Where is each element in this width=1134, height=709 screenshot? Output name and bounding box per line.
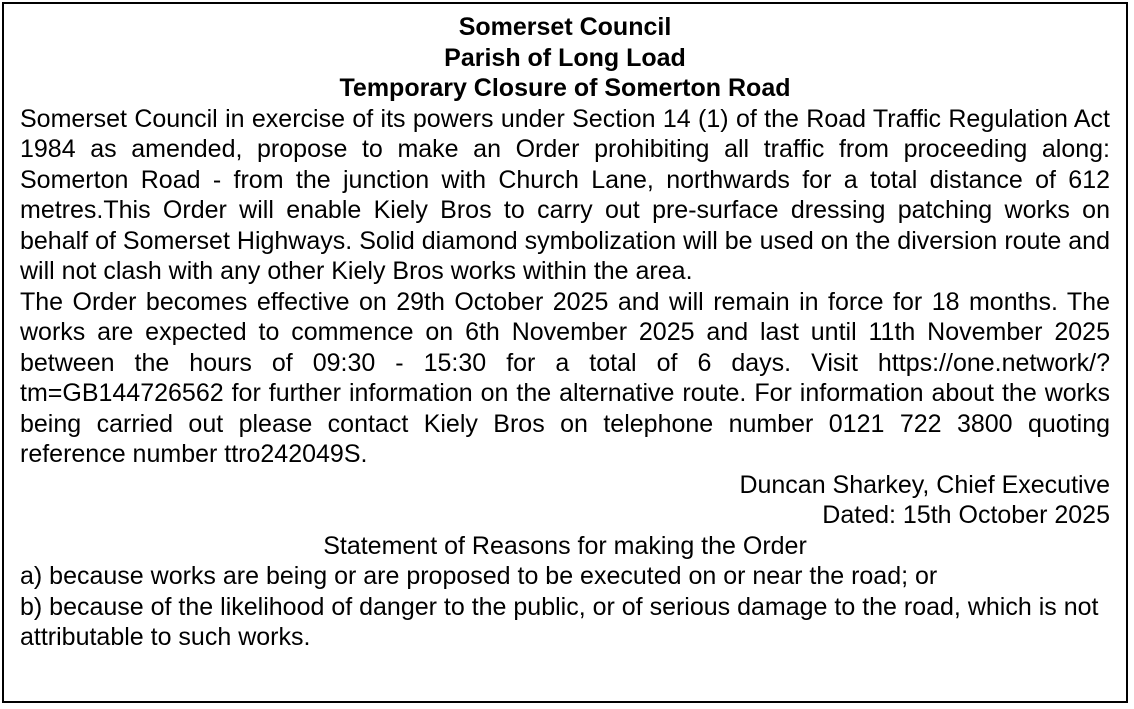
notice-heading-parish: Parish of Long Load	[444, 43, 686, 72]
public-notice	[2, 2, 1128, 703]
notice-paragraph-effective-dates: The Order becomes effective on 29th October 2025 and will remain in force for 18 months. The works are expected to commence on 6th November 2025 and last until 11th November 2025 between the hours of 09:30 - 15:30 for a total of 6 days. Visit https://one.network/?tm=GB144726562 for further information on the alternative route. For information about the works being carried out please contact Kiely Bros on telephone number 0121 722 3800 quoting reference number ttro242049S.	[20, 287, 1110, 468]
reason-b: b) because of the likelihood of danger to the public, or of serious damage to the road, which is not attributable to such works.	[20, 592, 1099, 651]
reason-a: a) because works are being or are proposed to be executed on or near the road; or	[20, 562, 938, 590]
notice-heading-title: Temporary Closure of Somerton Road	[339, 74, 791, 102]
reasons-heading: Statement of Reasons for making the Order	[323, 531, 807, 560]
notice-heading-council: Somerset Council	[458, 13, 672, 41]
dated-line: Dated: 15th October 2025	[822, 501, 1110, 529]
notice-paragraph-order-proposal: Somerset Council in exercise of its powers under Section 14 (1) of the Road Traffic Regulation Act 1984 as amended, propose to make an Order prohibiting all traffic from proceeding along: Somerton Road - from the junction with Church Lane, northwards for a total distance of 612 metres.This Order will enable Kiely Bros to carry out pre-surface dressing patching works on behalf of Somerset Highways. Solid diamond symbolization will be used on the diversion route and will not clash with any other Kiely Bros works within the area.	[20, 104, 1110, 285]
signatory-line: Duncan Sharkey, Chief Executive	[739, 470, 1110, 499]
